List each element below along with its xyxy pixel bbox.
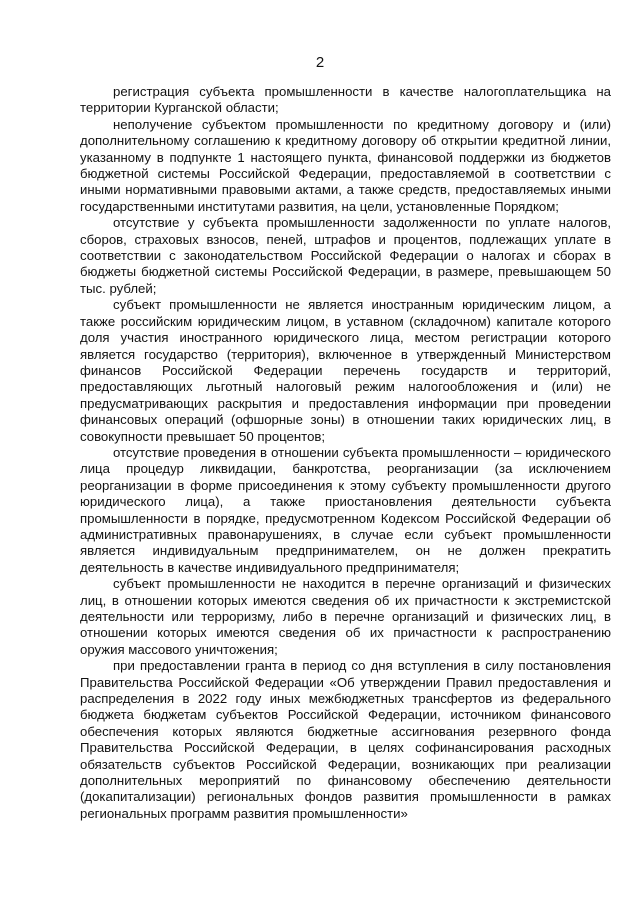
paragraph-tax-registration: регистрация субъекта промышленности в качестве налогоплательщика на территории Курганской области; [80,84,611,116]
paragraph-no-tax-debt: отсутствие у субъекта промышленности задолженности по уплате налогов, сборов, страховых взносов, пеней, штрафов и процентов, подлежащих уплате в соответствии с законодательством Российской Федерации о налогах и сборах в бюджеты бюджетной системы Российской Федерации, в размере, превышающем 50 тыс. рублей; [80,215,611,296]
paragraph-grant-period: при предоставлении гранта в период со дня вступления в силу постановления Правительства Российской Федерации «Об утверждении Правил предоставления и распределения в 2022 году иных межбюджетных трансфертов из федерального бюджета бюджетам субъектов Российской Федерации, источником финансового обеспечения которых являются бюджетные ассигнования резервного фонда Правительства Российской Федерации, в целях софинансирования расходных обязательств субъектов Российской Федерации, возникающих при реализации дополнительных мероприятий по финансовому обеспечению деятельности (докапитализации) региональных фондов развития промышленности в рамках региональных программ развития промышленности» [80,658,611,821]
paragraph-no-other-support: неполучение субъектом промышленности по кредитному договору и (или) дополнительному соглашению к кредитному договору об открытии кредитной линии, указанному в подпункте 1 настоящего пункта, финансовой поддержки из бюджетов бюджетной системы Российской Федерации, предоставляемой в соответствии с иными нормативными правовыми актами, а также средств, предоставляемых иными государственными институтами развития, на цели, установленные Порядком; [80,116,611,214]
paragraph-not-in-extremist-list: субъект промышленности не находится в перечне организаций и физических лиц, в отношении которых имеются сведения об их причастности к экстремистской деятельности или терроризму, либо в перечне организаций и физических лиц, в отношении которых имеются сведения об их причастности к распространению оружия массового уничтожения; [80,576,611,657]
page-number: 2 [315,54,325,71]
document-body [80,84,611,822]
paragraph-not-foreign-entity: субъект промышленности не является иностранным юридическим лицом, а также российским юридическим лицом, в уставном (складочном) капитале которого доля участия иностранного юридического лица, местом регистрации которого является государство (территория), включенное в утвержденный Министерством финансов Российской Федерации перечень государств и территорий, предоставляющих льготный налоговый режим налогообложения и (или) не предусматривающих раскрытия и предоставления информации при проведении финансовых операций (офшорные зоны) в отношении таких юридических лиц, в совокупности превышает 50 процентов; [80,297,611,444]
paragraph-no-liquidation: отсутствие проведения в отношении субъекта промышленности – юридического лица процедур ликвидации, банкротства, реорганизации (за исключением реорганизации в форме присоединения к этому субъекту промышленности другого юридического лица), а также приостановления деятельности субъекта промышленности в порядке, предусмотренном Кодексом Российской Федерации об административных правонарушениях, в случае если субъект промышленности является индивидуальным предпринимателем, он не должен прекратить деятельность в качестве индивидуального предпринимателя; [80,444,611,575]
